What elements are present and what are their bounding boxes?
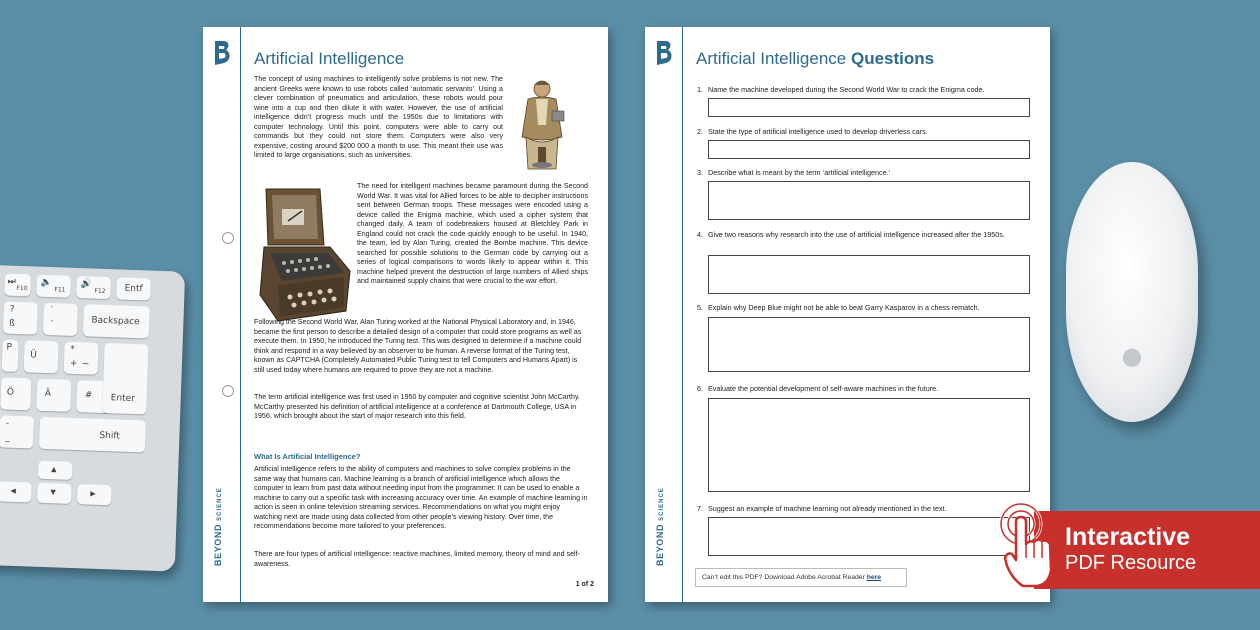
keyboard	[0, 264, 185, 571]
key-arrow-down: ▼	[37, 483, 72, 504]
key-entf: Entf	[116, 277, 151, 300]
answer-field-2[interactable]	[708, 140, 1030, 159]
key-f10: ⏭ F10	[4, 273, 31, 296]
question-4: 4. Give two reasons why research into the use of artificial intelligence increased after the 1950s.	[697, 230, 1005, 239]
question-1: 1. Name the machine developed during the Second World War to crack the Enigma code.	[697, 85, 985, 94]
enigma-paragraph: The need for intelligent machines became paramount during the Second World War. It was vital for Allied forces to be able to decipher instructions sent between German troops. These messages were encoded using a device called the Enigma machine, which used a cipher system that changed daily. A team of codebreakers housed at Bletchley Park in England could not crack the code quickly enough to be useful. In 1940, the team, led by Alan Turing, created the Bombe machine. This device searched for possible solutions to the German code by carrying out a series of logical comparisons to words likely to appear within it. This machine helped prevent the destruction of large numbers of Allied ships and maintained supply chains that were crucial to the war effort.	[357, 182, 588, 285]
key-f11: 🔈 F11	[36, 275, 71, 298]
definition-paragraph: Artificial intelligence refers to the ability of computers and machines to solve complex problems in the same way that humans can. Machine learning is a branch of artificial intelligence which allows the computer to learn from past data without needing input from the programmer. It can be used to enable a machine to carry out a specific task with increasing accuracy over time. An example of machine learning in action is seen in online television streaming services. Recommendations on what you might enjoy watching next are made using data collected from other people’s viewing history. Over time, the recommendations become more tailored to your preferences.	[254, 465, 588, 530]
key-shift: Shift	[39, 417, 146, 453]
intro-paragraph: The concept of using machines to intelligently solve problems is not new. The ancient Greeks were known to use robots called ‘automatic servants’. Using a clever combination of pneumatics and articulation, these robots would pour wine into a cup and then dilute it with water. However, the use of artificial intelligence didn’t progress much until the 1950s due to limitations with computer technology. Until this point, computers were able to carry out commands but they could not store them. Computers were also very expensive, costing around $200 000 a month to use. This meant their use was limited to large organisations, such as universities.	[254, 75, 503, 159]
page-number: 1 of 2	[575, 581, 594, 588]
key-arrow-left: ◀	[0, 481, 32, 502]
adobe-reader-note: Can’t edit this PDF? Download Adobe Acrobat Reader here	[695, 568, 907, 587]
turing-paragraph: Following the Second World War, Alan Turing worked at the National Physical Laboratory and, in 1946, became the first person to describe a detailed design of a computer that could store programs as well as execute them. In 1950, he introduced the Turing test. This was designed to determine if a machine could think and respond in a way believed by an observer to be human. A reverse format of the Turing test, known as CAPTCHA (Completely Automated Public Turing test to tell Computers and Humans Apart) is still used today where humans are required to prove they are not a machine.	[254, 318, 582, 374]
banner-text: Interactive PDF Resource	[1065, 523, 1197, 574]
page-title: Artificial Intelligence Questions	[696, 49, 935, 68]
key-accent: ` ´	[43, 303, 78, 336]
key-oe: Ö	[0, 377, 31, 410]
brand-label: BEYONDSCIENCE	[213, 487, 223, 566]
question-6: 6. Evaluate the potential development of self-aware machines in the future.	[697, 384, 939, 393]
apple-logo-icon: ●	[1121, 342, 1143, 370]
key-minus: - _	[0, 415, 34, 448]
key-arrow-up: ▲	[38, 461, 73, 480]
beyond-logo-icon	[653, 39, 675, 67]
question-2: 2. State the type of artificial intelligence used to develop driverless cars.	[697, 127, 928, 136]
enigma-machine-image	[258, 185, 353, 325]
key-p: P	[2, 339, 19, 372]
question-7: 7. Suggest an example of machine learning not already mentioned in the text.	[697, 504, 947, 513]
key-f12: 🔊 F12	[76, 276, 111, 299]
answer-field-1[interactable]	[708, 98, 1030, 117]
answer-field-7[interactable]	[708, 517, 1030, 556]
key-plus: * + ~	[64, 342, 99, 375]
question-5: 5. Explain why Deep Blue might not be able to beat Garry Kasparov in a chess rematch.	[697, 303, 980, 312]
answer-field-3[interactable]	[708, 181, 1030, 220]
page-title: Artificial Intelligence	[254, 49, 405, 68]
answer-field-4[interactable]	[708, 255, 1030, 294]
worksheet-page-1	[203, 27, 608, 602]
binder-hole	[222, 232, 234, 244]
question-3: 3. Describe what is meant by the term ‘artificial intelligence.’	[697, 168, 891, 177]
section-heading: What Is Artificial Intelligence?	[254, 452, 361, 461]
interactive-pdf-banner	[1034, 511, 1260, 589]
worksheet-page-2	[645, 27, 1050, 602]
key-sz: ? ß	[3, 301, 38, 334]
key-enter: Enter	[102, 343, 148, 414]
types-paragraph: There are four types of artificial intelligence: reactive machines, limited memory, theory of mind and self-awareness.	[254, 550, 580, 568]
binder-hole	[222, 385, 234, 397]
answer-field-5[interactable]	[708, 317, 1030, 372]
key-arrow-right: ▶	[77, 484, 112, 505]
touch-hand-icon	[997, 500, 1057, 595]
answer-field-6[interactable]	[708, 398, 1030, 492]
mouse	[1066, 162, 1198, 422]
greek-servant-image	[508, 77, 578, 173]
key-backspace: Backspace	[83, 304, 150, 338]
mccarthy-paragraph: The term artificial intelligence was first used in 1950 by computer and cognitive scientist John McCarthy. McCarthy presented his definition of artificial intelligence at a conference at Dartmouth College, USA in 1956, which brought about the start of major research into this field.	[254, 393, 580, 420]
page-sidebar	[203, 27, 241, 602]
key-hash: #	[76, 380, 111, 413]
key-ue: Ü	[24, 340, 59, 373]
adobe-download-link[interactable]: here	[866, 574, 882, 581]
beyond-logo-icon	[211, 39, 233, 67]
brand-label: BEYONDSCIENCE	[655, 487, 665, 566]
page-sidebar	[645, 27, 683, 602]
key-ae: Ä	[36, 379, 71, 412]
